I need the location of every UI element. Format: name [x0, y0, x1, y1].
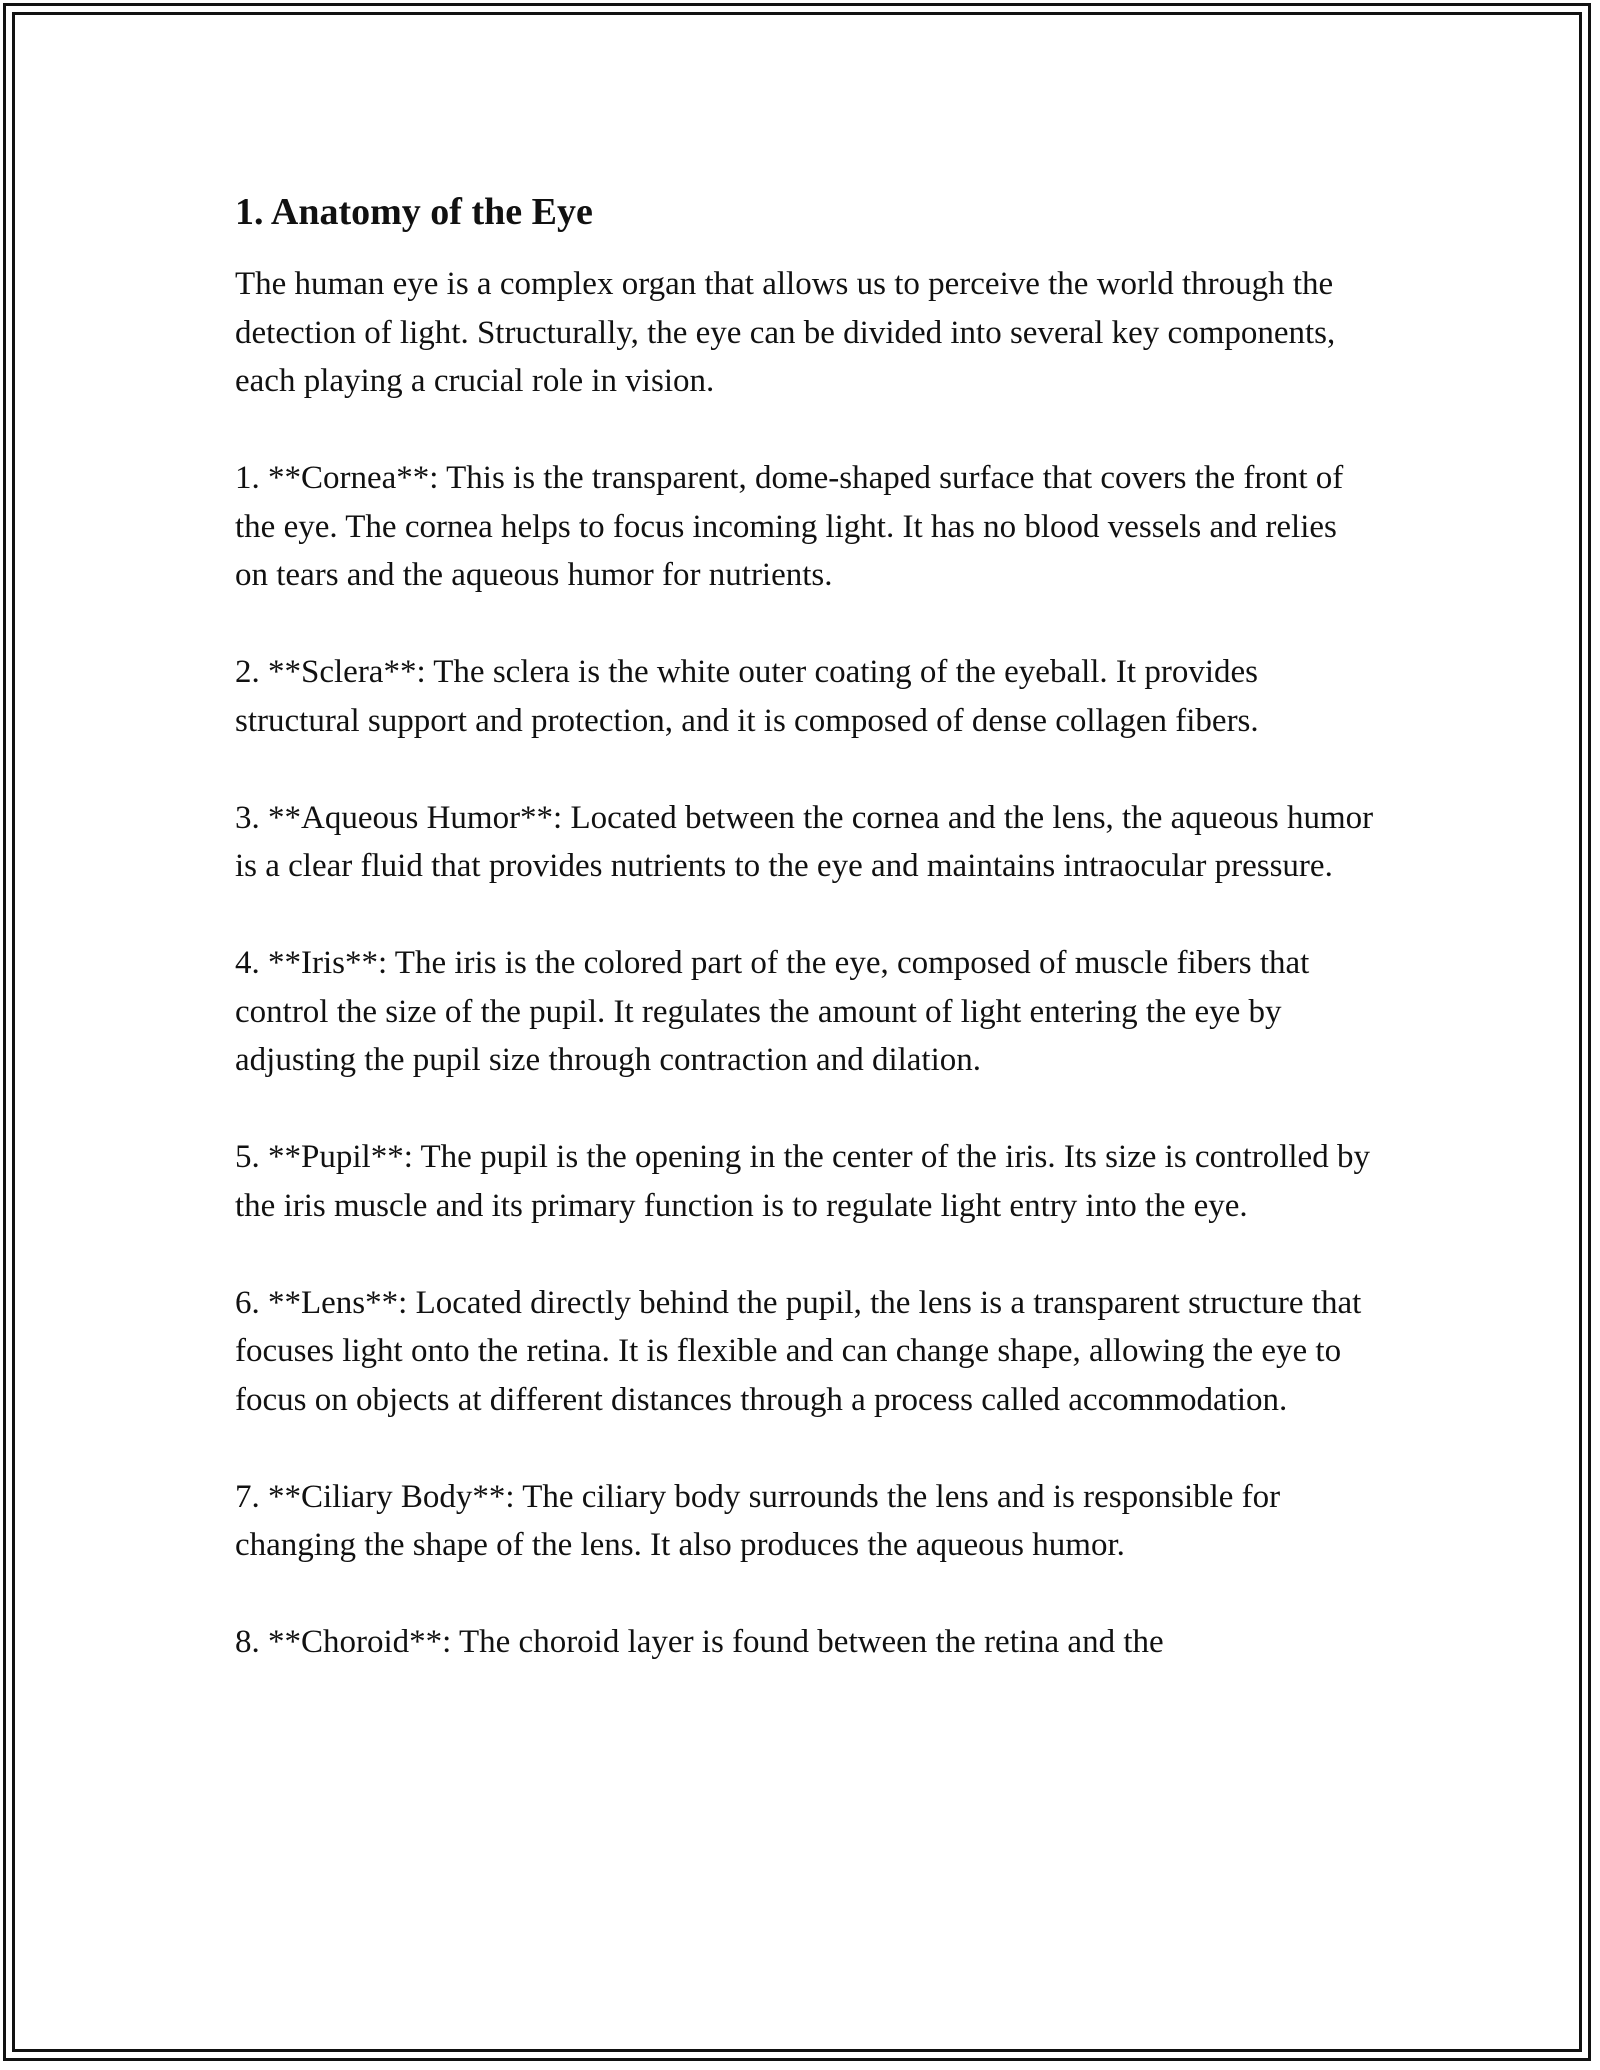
list-item-iris: 4. **Iris**: The iris is the colored part of the eye, composed of muscle fibers that control the size of the pupil. It regulates the amount of light entering the eye by adjusting the pupil size through contraction and dilation.: [235, 945, 1310, 1078]
list-item-lens: 6. **Lens**: Located directly behind the pupil, the lens is a transparent structure that focuses light onto the retina. It is flexible and can change shape, allowing the eye to focus on objects at different distances through a process called accommodation.: [235, 1284, 1362, 1418]
section-heading: 1. Anatomy of the Eye: [235, 191, 593, 233]
list-item-aqueous-humor: 3. **Aqueous Humor**: Located between the cornea and the lens, the aqueous humor is a clear fluid that provides nutrients to the eye and maintains intraocular pressure.: [235, 799, 1374, 884]
list-item-cornea: 1. **Cornea**: This is the transparent, dome-shaped surface that covers the front of the eye. The cornea helps to focus incoming light. It has no blood vessels and relies on tears and the aqueous humor for nutrients.: [235, 460, 1344, 593]
list-item-pupil: 5. **Pupil**: The pupil is the opening in the center of the iris. Its size is controlled by the iris muscle and its primary function is to regulate light entry into the eye.: [235, 1139, 1370, 1224]
document-body: [235, 186, 1375, 1667]
intro-paragraph: The human eye is a complex organ that allows us to perceive the world through the detection of light. Structurally, the eye can be divided into several key components, each playing a crucial role in vision.: [235, 266, 1336, 399]
list-item-ciliary-body: 7. **Ciliary Body**: The ciliary body surrounds the lens and is responsible for changing the shape of the lens. It also produces the aqueous humor.: [235, 1478, 1281, 1563]
list-item-choroid: 8. **Choroid**: The choroid layer is found between the retina and the: [235, 1624, 1164, 1660]
list-item-sclera: 2. **Sclera**: The sclera is the white outer coating of the eyeball. It provides structural support and protection, and it is composed of dense collagen fibers.: [235, 654, 1259, 739]
